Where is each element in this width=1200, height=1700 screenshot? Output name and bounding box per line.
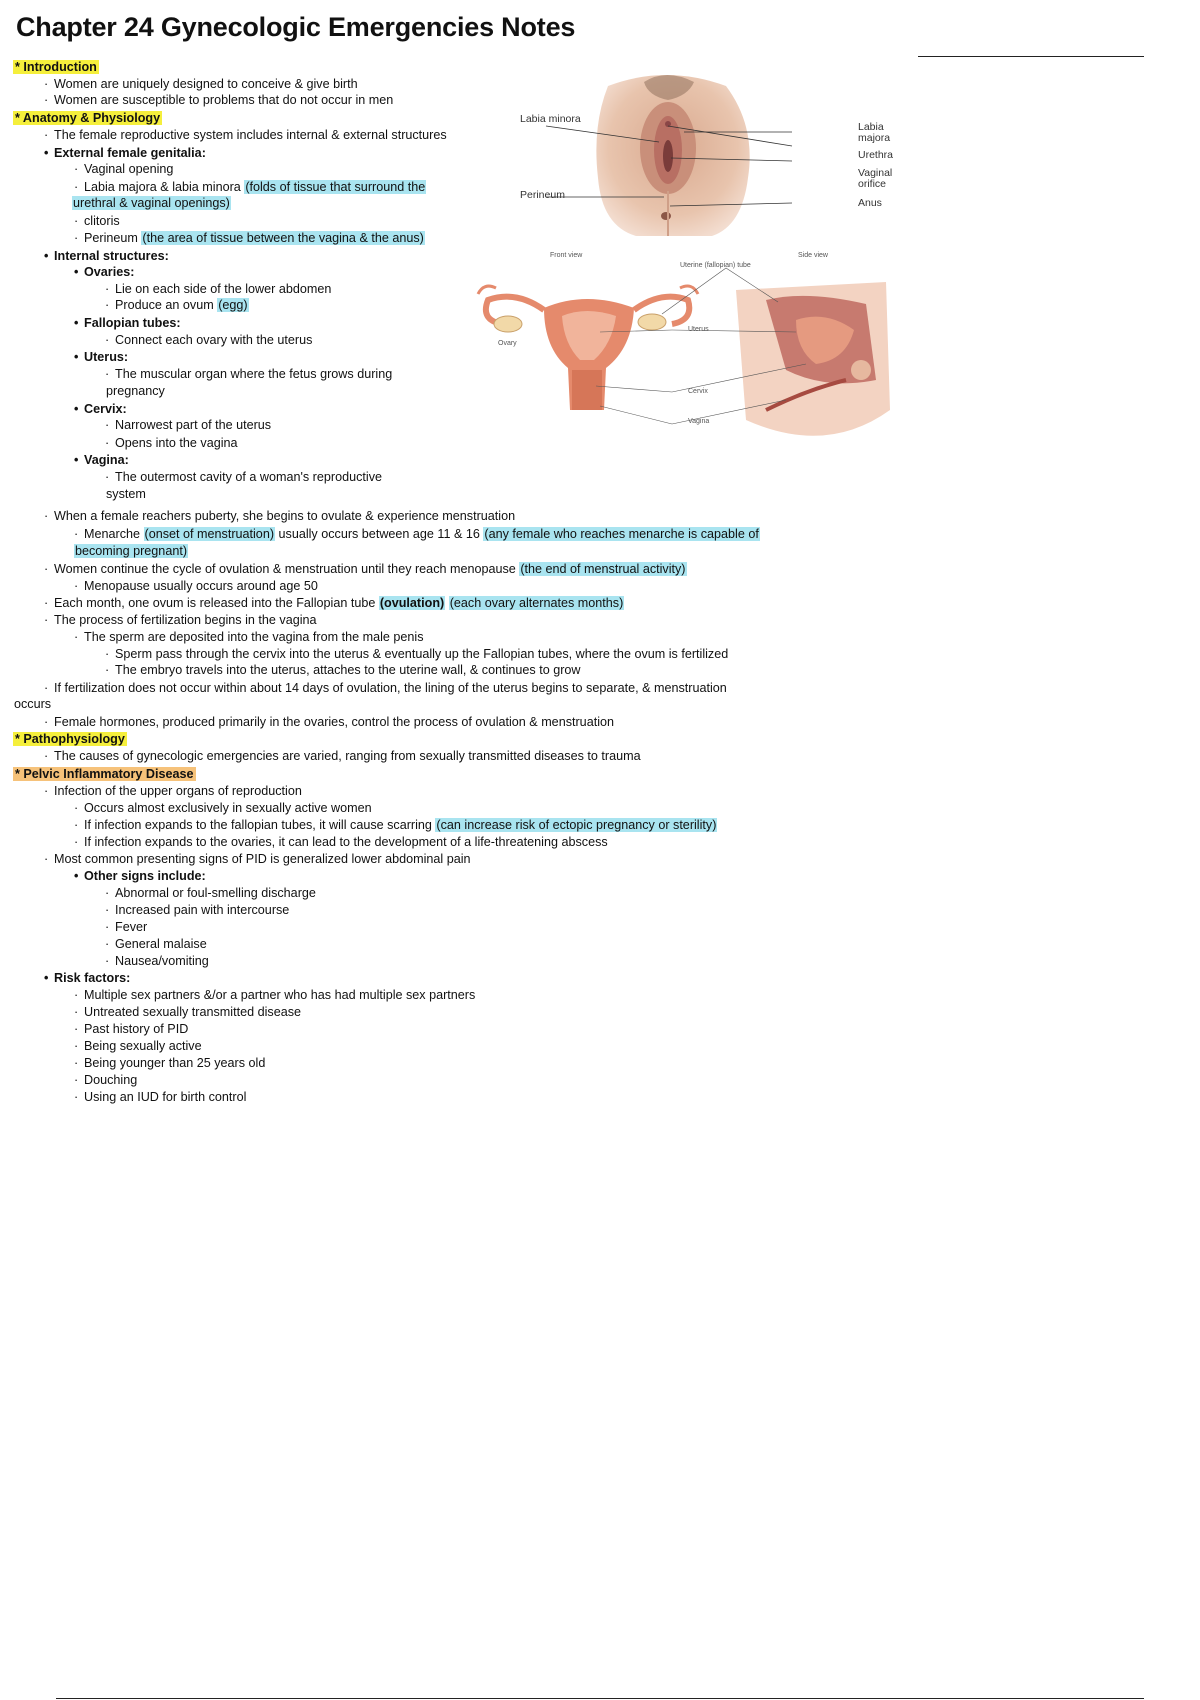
list-item: · Each month, one ovum is released into the Fallopian tube (ovulation) (each ovary alternates months) xyxy=(44,596,624,610)
list-item: · Labia majora & labia minora (folds of tissue that surround the xyxy=(74,180,426,194)
heading-pid: * Pelvic Inflammatory Disease xyxy=(15,767,194,781)
list-item-continued: occurs xyxy=(14,697,52,711)
label-side-view: Side view xyxy=(798,252,828,259)
label-perineum: Perineum xyxy=(520,189,565,201)
external-genitalia-figure xyxy=(516,66,912,238)
label-cervix: Cervix xyxy=(688,388,708,395)
label-vaginal-orifice: Vaginal orifice xyxy=(858,167,893,190)
list-item: · Female hormones, produced primarily in the ovaries, control the process of ovulation & menstruation xyxy=(44,715,614,729)
list-item: · Abnormal or foul-smelling discharge xyxy=(105,886,316,900)
list-item: · Multiple sex partners &/or a partner who has had multiple sex partners xyxy=(74,988,476,1002)
list-item: · The muscular organ where the fetus grows during xyxy=(105,367,393,381)
page-title: Chapter 24 Gynecologic Emergencies Notes xyxy=(16,12,576,42)
list-item: • Fallopian tubes: xyxy=(74,316,181,330)
list-item: · Douching xyxy=(74,1073,138,1087)
list-item: • Cervix: xyxy=(74,402,127,416)
section-heading xyxy=(13,110,162,126)
list-item: · Lie on each side of the lower abdomen xyxy=(105,282,332,296)
label-uterine-tube: Uterine (fallopian) tube xyxy=(680,262,751,269)
list-item: · Being sexually active xyxy=(74,1039,202,1053)
list-item-continued: urethral & vaginal openings) xyxy=(73,196,230,210)
list-item: · Connect each ovary with the uterus xyxy=(105,333,313,347)
list-item: · The embryo travels into the uterus, attaches to the uterine wall, & continues to grow xyxy=(105,663,581,677)
list-item: • Other signs include: xyxy=(74,869,206,883)
list-item: · Sperm pass through the cervix into the uterus & eventually up the Fallopian tubes, where the ovum is fertilized xyxy=(105,647,729,661)
external-genitalia-illustration xyxy=(516,66,912,238)
label-urethra: Urethra xyxy=(858,149,894,161)
section-heading xyxy=(13,59,99,75)
list-item: · Vaginal opening xyxy=(74,162,174,176)
list-item: · Untreated sexually transmitted disease xyxy=(74,1005,302,1019)
list-item: · Increased pain with intercourse xyxy=(105,903,290,917)
list-item: · Being younger than 25 years old xyxy=(74,1056,266,1070)
list-item: • Uterus: xyxy=(74,350,129,364)
list-item: · When a female reachers puberty, she begins to ovulate & experience menstruation xyxy=(44,509,516,523)
list-item: • Ovaries: xyxy=(74,265,135,279)
internal-structures-illustration xyxy=(466,260,912,460)
list-item: · Fever xyxy=(105,920,148,934)
list-item: · The process of fertilization begins in the vagina xyxy=(44,613,317,627)
label-labia-majora: Labia majora xyxy=(858,121,891,144)
list-item: · Infection of the upper organs of reproduction xyxy=(44,784,302,798)
list-item: • Risk factors: xyxy=(44,971,131,985)
list-item: · Narrowest part of the uterus xyxy=(105,418,272,432)
list-item: · The causes of gynecologic emergencies are varied, ranging from sexually transmitted diseases to trauma xyxy=(44,749,641,763)
heading-pathophysiology: * Pathophysiology xyxy=(15,732,125,746)
list-item: · If infection expands to the fallopian tubes, it will cause scarring (can increase risk of ectopic pregnancy or sterility) xyxy=(74,818,717,832)
list-item: · Women are susceptible to problems that do not occur in men xyxy=(44,93,394,107)
list-item: · General malaise xyxy=(105,937,207,951)
internal-structures-figure xyxy=(466,252,912,460)
list-item: · clitoris xyxy=(74,214,120,228)
list-item: • Vagina: xyxy=(74,453,129,467)
list-item-continued: system xyxy=(106,487,146,501)
list-item: · Opens into the vagina xyxy=(105,436,238,450)
list-item: · Menarche (onset of menstruation) usually occurs between age 11 & 16 (any female who reaches menarche is capable of xyxy=(74,527,759,541)
list-item-continued: becoming pregnant) xyxy=(75,544,188,558)
list-item: · If infection expands to the ovaries, it can lead to the development of a life-threatening abscess xyxy=(74,835,608,849)
list-item: · Occurs almost exclusively in sexually active women xyxy=(74,801,372,815)
list-item: · If fertilization does not occur within about 14 days of ovulation, the lining of the uterus begins to separate, & menstruation xyxy=(44,681,727,695)
list-item: • Internal structures: xyxy=(44,249,169,263)
list-item: · Most common presenting signs of PID is generalized lower abdominal pain xyxy=(44,852,471,866)
list-item: · Using an IUD for birth control xyxy=(74,1090,247,1104)
list-item: · The outermost cavity of a woman's reproductive xyxy=(105,470,382,484)
list-item: · The female reproductive system includes internal & external structures xyxy=(44,128,447,142)
list-item: • External female genitalia: xyxy=(44,146,206,160)
list-item-continued: pregnancy xyxy=(106,384,165,398)
list-item: · Produce an ovum (egg) xyxy=(105,298,248,312)
label-anus: Anus xyxy=(858,197,882,209)
list-item: · Women are uniquely designed to conceive & give birth xyxy=(44,77,358,91)
heading-anatomy: * Anatomy & Physiology xyxy=(15,111,161,125)
list-item: · Nausea/vomiting xyxy=(105,954,209,968)
label-vagina: Vagina xyxy=(688,418,710,425)
section-heading xyxy=(13,766,196,782)
list-item: · Past history of PID xyxy=(74,1022,189,1036)
label-uterus: Uterus xyxy=(688,326,709,333)
label-front-view: Front view xyxy=(550,252,583,259)
list-item: · Perineum (the area of tissue between the vagina & the anus) xyxy=(74,231,424,245)
list-item: · Menopause usually occurs around age 50 xyxy=(74,579,318,593)
section-heading xyxy=(13,731,127,747)
list-item: · Women continue the cycle of ovulation & menstruation until they reach menopause (the end of menstrual activity) xyxy=(44,562,686,576)
heading-introduction: * Introduction xyxy=(15,60,97,74)
label-labia-minora: Labia minora xyxy=(520,113,581,125)
list-item: · The sperm are deposited into the vagina from the male penis xyxy=(74,630,424,644)
label-ovary: Ovary xyxy=(498,340,517,347)
bottom-rule xyxy=(56,1698,1144,1699)
